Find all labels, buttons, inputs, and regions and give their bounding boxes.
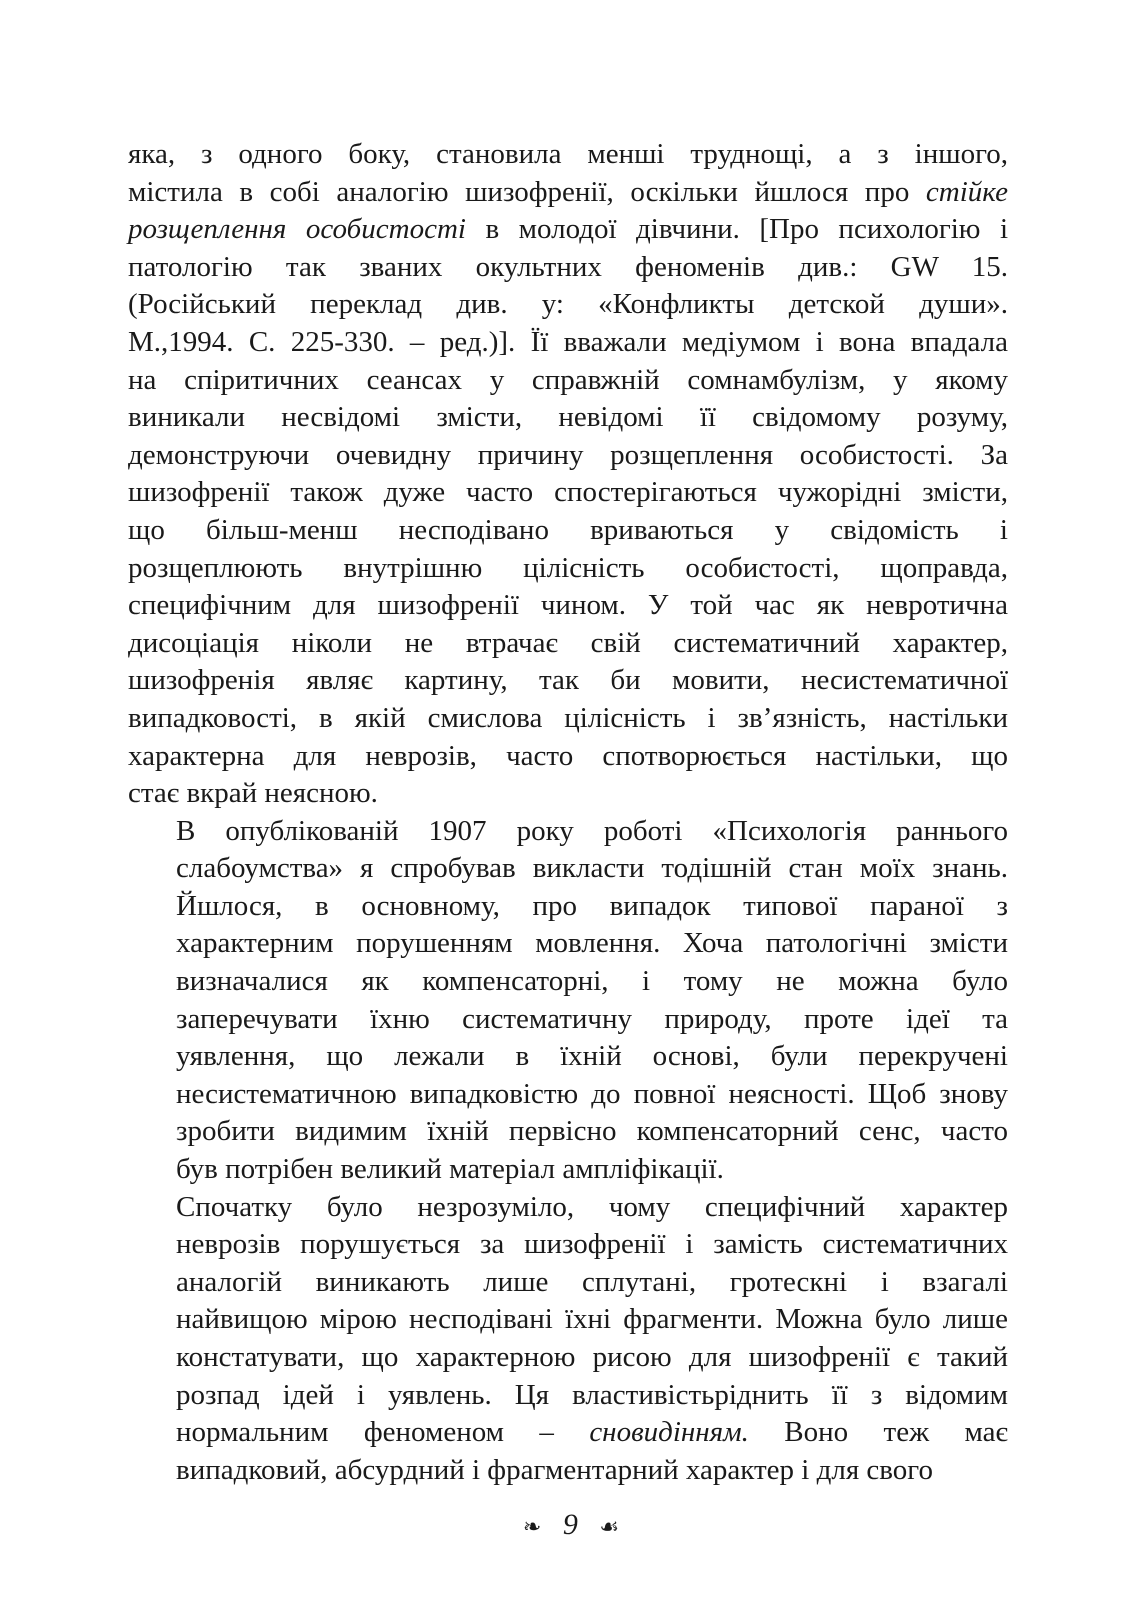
- text-line: [128, 211, 1008, 249]
- text-run: на спіритичних сеансах у справжній сомнамбулізм, у якому: [128, 363, 1008, 396]
- text-run: характерним порушенням мовлення. Хоча патологічні змісти: [176, 927, 1008, 960]
- text-run: визначалися як компенсаторні, і тому не можна було: [176, 965, 1008, 998]
- text-run: слабоумства» я спробував викласти тодішній стан моїх знань.: [176, 852, 1008, 885]
- text-run: характерна для неврозів, часто спотворюється настільки, що: [128, 739, 1008, 772]
- text-run: патологію так званих окультних феноменів див.: GW 15.: [128, 250, 1008, 283]
- text-line: [128, 1339, 1008, 1377]
- text-line: [128, 1226, 1008, 1264]
- text-line: [128, 512, 1008, 550]
- text-run: виникали несвідомі змісти, невідомі її свідомому розуму,: [128, 401, 1008, 434]
- text-line: [128, 1038, 1008, 1076]
- text-line: [128, 474, 1008, 512]
- text-run: стає вкрай неясною.: [128, 777, 378, 810]
- text-line: [128, 1301, 1008, 1339]
- text-run: уявлення, що лежали в їхній основі, були перекручені: [176, 1040, 1008, 1073]
- text-run: В опублікованій 1907 року роботі «Психологія раннього: [176, 814, 1008, 847]
- text-line: [128, 1414, 1008, 1452]
- text-run: (Російський переклад див. у: «Конфликты детской души».: [128, 288, 1008, 321]
- text-line: [128, 1001, 1008, 1039]
- text-run: М.,1994. С. 225-330. – ред.)]. Її вважали медіумом і вона впадала: [128, 325, 1008, 358]
- text-run: найвищою мірою несподівані їхні фрагменти. Можна було лише: [176, 1303, 1008, 1336]
- italic-text-run: розщеплення особистості: [128, 213, 466, 246]
- text-run: шизофренія являє картину, так би мовити, несистематичної: [128, 664, 1008, 697]
- text-run: розщеплюють внутрішню цілісність особистості, щоправда,: [128, 551, 1008, 584]
- text-line: [128, 1264, 1008, 1302]
- text-line: [128, 662, 1008, 700]
- text-line: [128, 1151, 1008, 1189]
- text-line: [128, 1113, 1008, 1151]
- text-run: Йшлося, в основному, про випадок типової параної з: [176, 889, 1008, 922]
- text-run: випадковий, абсурдний і фрагментарний характер і для свого: [176, 1453, 933, 1486]
- text-run: несистематичною випадковістю до повної неясності. Щоб знову: [176, 1077, 1008, 1110]
- text-line: [128, 738, 1008, 776]
- text-line: [128, 249, 1008, 287]
- text-run: що більш-менш несподівано вриваються у свідомість і: [128, 513, 1008, 546]
- text-line: [128, 925, 1008, 963]
- text-line: [128, 136, 1008, 174]
- text-run: зробити видимим їхній первісно компенсаторний сенс, часто: [176, 1115, 1008, 1148]
- text-line: [128, 1452, 1008, 1490]
- ornament-left-icon: ❧: [522, 1514, 542, 1540]
- text-line: [128, 1076, 1008, 1114]
- text-line: [128, 1377, 1008, 1415]
- page-footer: [0, 1508, 1142, 1542]
- paragraph: [128, 1189, 1008, 1490]
- text-run: випадковості, в якій смислова цілісність і зв’язність, настільки: [128, 701, 1008, 734]
- text-run: був потрібен великий матеріал ампліфікації.: [176, 1153, 724, 1186]
- text-run: дисоціація ніколи не втрачає свій систематичний характер,: [128, 626, 1008, 659]
- text-run: демонструючи очевидну причину розщеплення особистості. За: [128, 438, 1008, 471]
- text-line: [128, 362, 1008, 400]
- text-run: містила в собі аналогію шизофренії, оскільки йшлося про: [128, 175, 926, 208]
- text-line: [128, 625, 1008, 663]
- text-line: [128, 813, 1008, 851]
- text-run: розпад ідей і уявлень. Ця властивістьріднить її з відомим: [176, 1378, 1008, 1411]
- text-line: [128, 1189, 1008, 1227]
- text-line: [128, 324, 1008, 362]
- text-line: [128, 850, 1008, 888]
- page-number: 9: [562, 1508, 578, 1541]
- text-run: Спочатку було незрозуміло, чому специфічний характер: [176, 1190, 1008, 1223]
- text-run: в молодої дівчини. [Про психологію і: [465, 213, 1009, 246]
- text-run: заперечувати їхню систематичну природу, проте ідеї та: [176, 1002, 1008, 1035]
- text-run: специфічним для шизофренії чином. У той час як невротична: [128, 589, 1008, 622]
- text-line: [128, 286, 1008, 324]
- text-line: [128, 174, 1008, 212]
- text-line: [128, 888, 1008, 926]
- text-run: Воно теж має: [748, 1416, 1009, 1449]
- text-run: аналогій виникають лише сплутані, гротескні і взагалі: [176, 1265, 1008, 1298]
- paragraph: [128, 813, 1008, 1189]
- ornament-right-icon: ☙: [599, 1514, 620, 1540]
- text-line: [128, 963, 1008, 1001]
- text-line: [128, 437, 1008, 475]
- page-body: [128, 136, 1008, 1489]
- text-run: нормальним феноменом –: [176, 1416, 590, 1449]
- text-line: [128, 700, 1008, 738]
- text-run: констатувати, що характерною рисою для шизофренії є такий: [176, 1341, 1008, 1373]
- text-run: шизофренії також дуже часто спостерігаються чужорідні змісти,: [128, 476, 1008, 509]
- italic-text-run: стійке: [925, 175, 1008, 208]
- text-line: [128, 550, 1008, 588]
- text-line: [128, 775, 1008, 813]
- text-line: [128, 587, 1008, 625]
- italic-text-run: сновидінням.: [589, 1416, 749, 1449]
- text-run: яка, з одного боку, становила менші труднощі, а з іншого,: [128, 138, 1008, 170]
- text-line: [128, 399, 1008, 437]
- paragraph: [128, 136, 1008, 813]
- text-run: неврозів порушується за шизофренії і замість систематичних: [176, 1228, 1008, 1261]
